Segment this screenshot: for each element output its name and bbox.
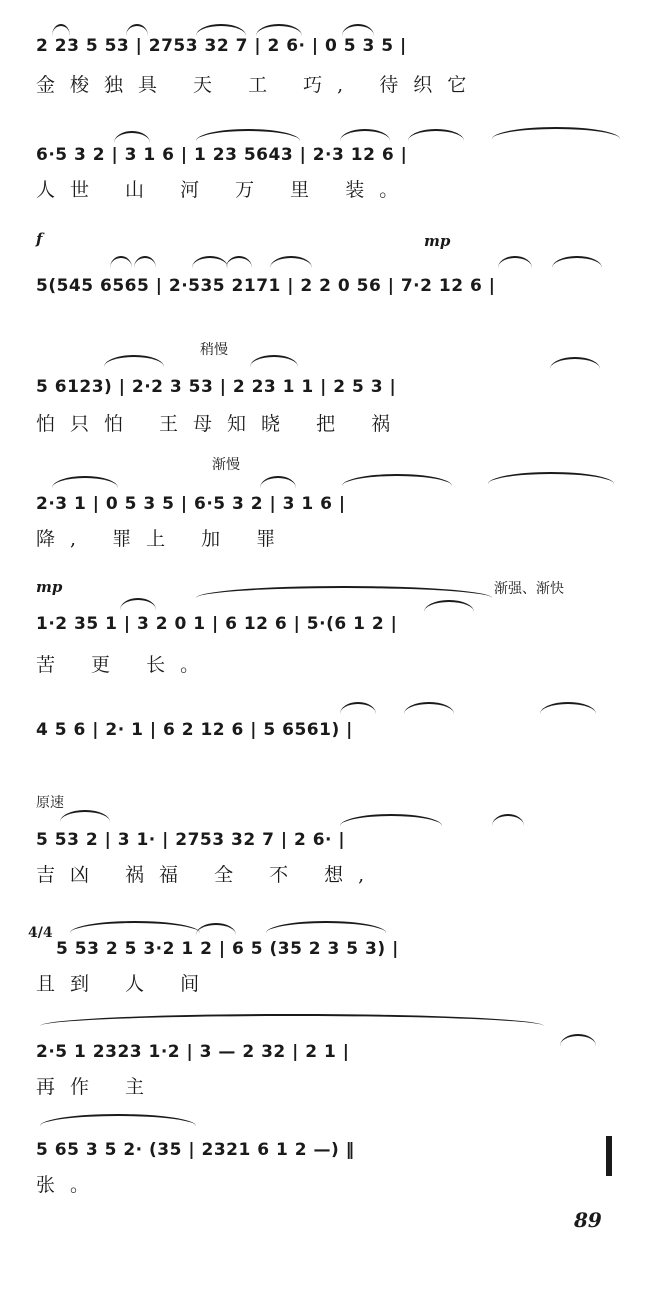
dynamic-marking: f	[36, 230, 43, 248]
slur	[340, 129, 390, 141]
slur	[104, 355, 164, 367]
lyrics: 金梭独具 天 工 巧, 待织它	[36, 74, 482, 96]
lyrics: 怕只怕 王母知晓 把 祸	[36, 413, 406, 435]
system-2	[0, 125, 650, 205]
lyrics: 吉凶 祸福 全 不 想,	[36, 864, 380, 886]
numbered-notes: 5 53 2 | 3 1· | 2753 32 7 | 2 6· |	[36, 830, 346, 850]
slur	[404, 702, 454, 714]
lyrics: 苦 更 长。	[36, 654, 215, 676]
slur	[250, 355, 298, 367]
system-11	[0, 1110, 650, 1200]
tempo-marking: 原速	[36, 795, 64, 811]
system-9	[0, 905, 650, 995]
slur	[256, 24, 302, 36]
numbered-notes: 5 53 2 5 3·2 1 2 | 6 5 (35 2 3 5 3) |	[56, 939, 399, 959]
tempo-marking: 稍慢	[200, 342, 228, 358]
time-signature: 4/4	[28, 925, 53, 941]
numbered-notes: 6·5 3 2 | 3 1 6 | 1 23 5643 | 2·3 12 6 |	[36, 145, 408, 165]
slur	[492, 814, 524, 826]
numbered-notes: 2·3 1 | 0 5 3 5 | 6·5 3 2 | 3 1 6 |	[36, 494, 346, 514]
dynamic-marking: mp	[424, 232, 451, 250]
slur	[342, 474, 452, 486]
numbered-notes: 2 23 5 53 | 2753 32 7 | 2 6· | 0 5 3 5 |	[36, 36, 407, 56]
slur	[266, 921, 386, 933]
page-number: 89	[574, 1208, 602, 1232]
slur	[226, 256, 252, 268]
slur	[552, 256, 602, 268]
numbered-notes: 5 65 3 5 2· (35 | 2321 6 1 2 —) ‖	[36, 1140, 355, 1160]
slur	[340, 702, 376, 714]
slur	[540, 702, 596, 714]
slur	[40, 1114, 196, 1126]
slur	[196, 586, 492, 598]
system-10	[0, 1012, 650, 1107]
slur	[196, 923, 236, 935]
slur	[424, 600, 474, 612]
slur	[488, 472, 614, 484]
slur	[560, 1034, 596, 1046]
system-6	[0, 570, 650, 676]
lyrics: 再作 主	[36, 1076, 160, 1098]
lyrics: 张。	[36, 1174, 105, 1196]
system-4	[0, 335, 650, 435]
slur	[408, 129, 464, 141]
slur	[110, 256, 132, 268]
tempo-marking: 渐慢	[212, 457, 240, 473]
slur	[52, 476, 118, 488]
slur	[126, 24, 148, 36]
slur	[114, 131, 150, 143]
slur	[270, 256, 312, 268]
dynamic-marking: mp	[36, 578, 63, 596]
slur	[498, 256, 532, 268]
numbered-notes: 2·5 1 2323 1·2 | 3 — 2 32 | 2 1 |	[36, 1042, 350, 1062]
tempo-marking: 渐强、渐快	[494, 581, 564, 597]
numbered-notes: 5 6123) | 2·2 3 53 | 2 23 1 1 | 2 5 3 |	[36, 377, 397, 397]
lyrics: 降, 罪上 加 罪	[36, 528, 291, 550]
lyrics: 且到 人 间	[36, 973, 215, 995]
slur	[192, 256, 228, 268]
system-7	[0, 700, 650, 770]
slur	[60, 810, 110, 822]
slur	[120, 598, 156, 610]
numbered-notes: 4 5 6 | 2· 1 | 6 2 12 6 | 5 6561) |	[36, 720, 353, 740]
final-barline	[606, 1136, 612, 1176]
slur	[340, 814, 442, 826]
slur	[342, 24, 374, 36]
slur	[70, 921, 200, 933]
system-3	[0, 230, 650, 310]
slur	[260, 476, 296, 488]
system-1	[0, 22, 650, 102]
system-8	[0, 788, 650, 886]
slur	[52, 24, 70, 36]
lyrics: 人世 山 河 万 里 装。	[36, 179, 414, 201]
slur	[40, 1014, 544, 1026]
numbered-notes: 1·2 35 1 | 3 2 0 1 | 6 12 6 | 5·(6 1 2 |	[36, 614, 398, 634]
numbered-notes: 5(545 6565 | 2·535 2171 | 2 2 0 56 | 7·2 12 6 |	[36, 276, 496, 296]
slur	[134, 256, 156, 268]
slur	[550, 357, 600, 369]
slur	[492, 127, 620, 139]
system-5	[0, 450, 650, 550]
slur	[196, 129, 300, 141]
slur	[196, 24, 246, 36]
